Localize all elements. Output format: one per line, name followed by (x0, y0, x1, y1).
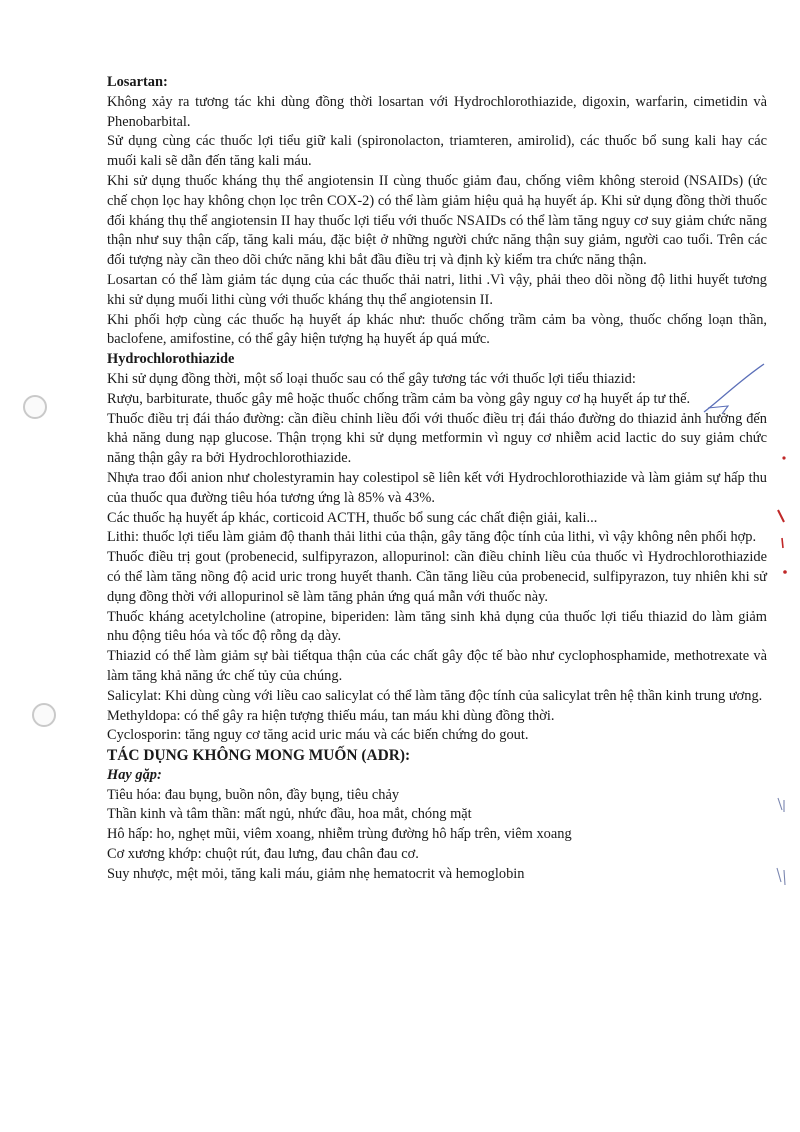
paragraph: Khi sử dụng đồng thời, một số loại thuốc sau có thể gây tương tác với thuốc lợi tiểu thiazid: (107, 370, 636, 387)
paragraph: Nhựa trao đổi anion như cholestyramin hay colestipol sẽ liên kết với Hydrochlorothiazide và làm giảm sự hấp thu của thuốc qua đường tiêu hóa tương ứng là 85% và 43%. (107, 469, 767, 506)
paragraph: Suy nhược, mệt mỏi, tăng kali máu, giảm nhẹ hematocrit và hemoglobin (107, 865, 525, 882)
paragraph: Lithi: thuốc lợi tiểu làm giảm độ thanh thải lithi của thận, gây tăng độc tính của lithi, vì vậy không nên phối hợp. (107, 529, 757, 546)
paragraph: Cyclosporin: tăng nguy cơ tăng acid uric máu và các biến chứng do gout. (107, 727, 529, 744)
paragraph: Methyldopa: có thể gây ra hiện tượng thiếu máu, tan máu khi dùng đồng thời. (107, 707, 555, 724)
paragraph: Hô hấp: ho, nghẹt mũi, viêm xoang, nhiễm trùng đường hô hấp trên, viêm xoang (107, 826, 572, 843)
paragraph: Thiazid có thể làm giảm sự bài tiếtqua thận của các chất gây độc tế bào như cyclophosphamide, methotrexate và làm tăng khả năng ức chế tủy của chúng. (107, 648, 767, 684)
paragraph: Rượu, barbiturate, thuốc gây mê hoặc thuốc chống trầm cảm ba vòng gây nguy cơ hạ huyết áp tư thế. (107, 390, 691, 407)
punch-hole-top (23, 395, 47, 419)
section-title: Losartan: (107, 74, 168, 90)
punch-hole-bottom (32, 703, 56, 727)
red-ink-marks (770, 440, 795, 600)
paragraph: Losartan có thể làm giảm tác dụng của các thuốc thải natri, lithi .Vì vậy, phải theo dõi nồng độ lithi huyết tương khi sử dụng muối lithi cùng với thuốc kháng thụ thể angiotensin II. (107, 271, 767, 308)
paragraph: Tiêu hóa: đau bụng, buồn nôn, đầy bụng, tiêu chảy (107, 786, 400, 803)
heading: TÁC DỤNG KHÔNG MONG MUỐN (ADR): (107, 747, 411, 765)
document-text (107, 73, 767, 885)
paragraph: Thuốc điều trị gout (probenecid, sulfipyrazon, allopurinol: cần điều chỉnh liều của thuốc vì Hydrochlorothiazide có thể làm tăng nồng độ acid uric trong huyết thanh. Cần tăng liều của probenecid, sulfipyrazon, tuy nhiên khi sử dụng đồng thời với allopurinol sẽ làm tăng phản ứng quá mẫn với thuốc này. (107, 549, 767, 605)
paragraph: Thuốc kháng acetylcholine (atropine, biperiden: làm tăng sinh khả dụng của thuốc lợi tiểu thiazid do làm giảm nhu động tiêu hóa và tốc độ rỗng dạ dày. (107, 608, 767, 645)
paragraph: Khi phối hợp cùng các thuốc hạ huyết áp khác như: thuốc chống trầm cảm ba vòng, thuốc chống loạn thần, baclofene, amifostine, có thể gây hiện tượng hạ huyết áp quá mức. (107, 311, 767, 348)
paragraph: Khi sử dụng thuốc kháng thụ thể angiotensin II cùng thuốc giảm đau, chống viêm không steroid (NSAIDs) (ức chế chọn lọc hay không chọn lọc trên COX-2) có thể làm giảm hiệu quả hạ huyết áp. Khi sử dụng đồng thời thuốc đối kháng thụ thể angiotensin II hay thuốc lợi tiểu với thuốc NSAIDs có thể làm tăng nguy cơ suy giảm chức năng thận như suy thận cấp, tăng kali máu, đặc biệt ở những người chức năng thận suy giảm, người cao tuổi. Trên các đối tượng này cần theo dõi chức năng khi bắt đầu điều trị và định kỳ kiểm tra chức năng thận. (107, 172, 767, 269)
paragraph: Cơ xương khớp: chuột rút, đau lưng, đau chân đau cơ. (107, 846, 419, 863)
paragraph: Thần kinh và tâm thần: mất ngủ, nhức đầu, hoa mắt, chóng mặt (107, 806, 472, 823)
paragraph: Thuốc điều trị đái tháo đường: cần điều chỉnh liều đối với thuốc điều trị đái tháo đường do thiazid ảnh hưởng đến khả năng dung nạp glucose. Thận trọng khi sử dụng metformin vì nguy cơ nhiễm acid lactic do suy giảm chức năng thận gây ra bởi Hydrochlorothiazide. (107, 410, 767, 467)
paragraph: Salicylat: Khi dùng cùng với liều cao salicylat có thể làm tăng độc tính của salicylat trên hệ thần kinh trung ương. (107, 687, 763, 704)
section-title: Hydrochlorothiazide (107, 351, 235, 368)
subheading: Hay gặp: (107, 766, 162, 783)
paragraph: Không xảy ra tương tác khi dùng đồng thời losartan với Hydrochlorothiazide, digoxin, warfarin, cimetidin và Phenobarbital. (107, 93, 767, 130)
faint-margin-marks (772, 790, 792, 900)
paragraph: Các thuốc hạ huyết áp khác, corticoid ACTH, thuốc bổ sung các chất điện giải, kali... (107, 509, 598, 526)
paragraph: Sử dụng cùng các thuốc lợi tiểu giữ kali (spironolacton, triamteren, amirolid), các thuốc bổ sung kali hay các muối kali sẽ dẫn đến tăng kali máu. (107, 133, 767, 170)
